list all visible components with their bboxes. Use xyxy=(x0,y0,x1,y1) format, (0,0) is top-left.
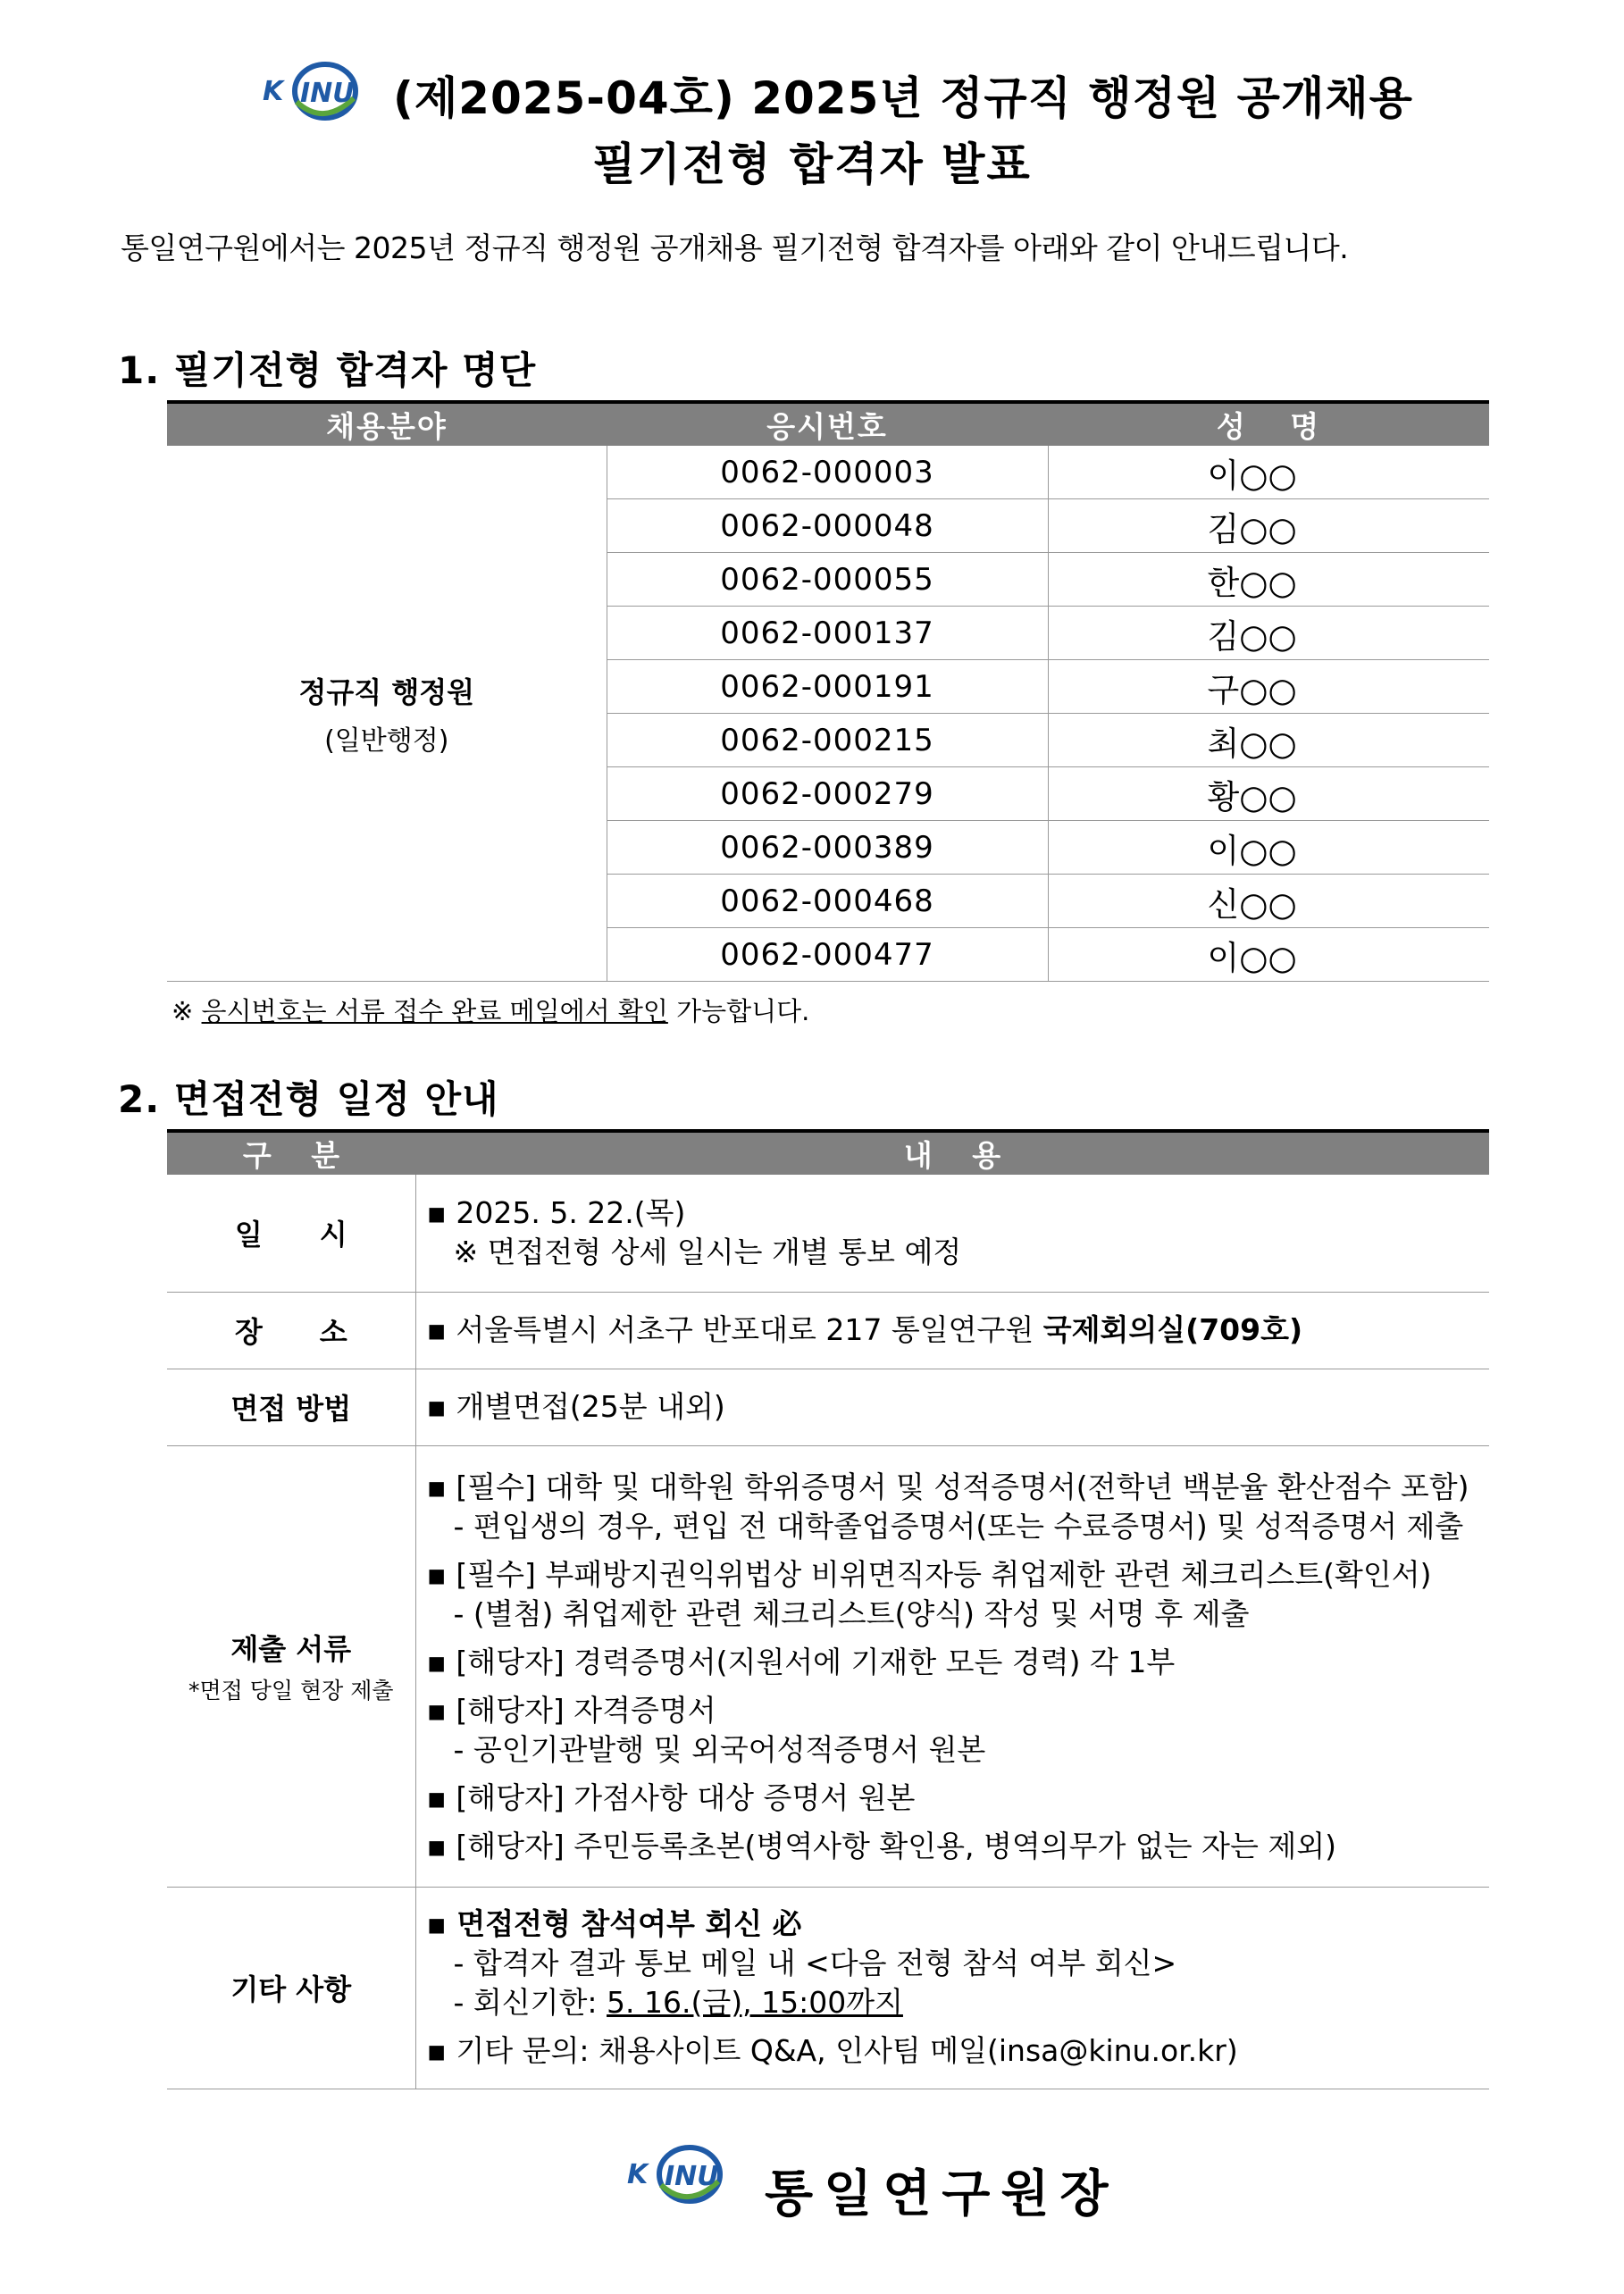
table-row-etc xyxy=(167,1887,1489,2089)
row-label-place: 장 소 xyxy=(167,1292,415,1369)
intro-text: 통일연구원에서는 2025년 정규직 행정원 공개채용 필기전형 합격자를 아래와 같이 안내드립니다. xyxy=(121,230,1349,265)
note-underlined-text: 응시번호는 서류 접수 완료 메일에서 확인 xyxy=(201,996,668,1026)
applicant-name: 이○○ xyxy=(1048,928,1489,982)
applicant-number: 0062-000055 xyxy=(607,553,1048,607)
interview-schedule-table xyxy=(167,1129,1489,2089)
applicant-number: 0062-000468 xyxy=(607,875,1048,928)
issuer-signature: 통일연구원장 xyxy=(765,2165,1119,2223)
row-content-etc xyxy=(415,1887,1489,2089)
document-item-detail: - (별첨) 취업제한 관련 체크리스트(양식) 작성 및 서명 후 제출 xyxy=(453,1596,1250,1631)
document-item: ▪ [필수] 대학 및 대학원 학위증명서 및 성적증명서(전학년 백분율 환산점수 포함) xyxy=(426,1469,1469,1504)
svg-text:INU: INU xyxy=(300,78,355,109)
document-title-line2: 필기전형 합격자 발표 xyxy=(592,138,1032,190)
applicant-number: 0062-000003 xyxy=(607,446,1048,499)
attendance-reply-required: ▪ 면접전형 참석여부 회신 必 xyxy=(426,1906,802,1941)
applicant-number-note xyxy=(172,992,809,1028)
document-item: ▪ [해당자] 자격증명서 xyxy=(426,1693,716,1728)
document-item: ▪ [해당자] 경력증명서(지원서에 기재한 모든 경력) 각 1부 xyxy=(426,1645,1176,1679)
column-header-content: 내 용 xyxy=(415,1131,1489,1175)
applicant-name: 김○○ xyxy=(1048,499,1489,553)
reply-deadline-prefix: - 회신기한: xyxy=(453,1985,607,2020)
applicant-name: 신○○ xyxy=(1048,875,1489,928)
place-address: ▪ 서울특별시 서초구 반포대로 217 통일연구원 xyxy=(426,1312,1043,1347)
table-row xyxy=(167,446,1489,499)
applicant-name: 황○○ xyxy=(1048,767,1489,821)
applicant-number: 0062-000279 xyxy=(607,767,1048,821)
attendance-reply-detail: - 합격자 결과 통보 메일 내 <다음 전형 참석 여부 회신> xyxy=(453,1946,1177,1980)
applicant-name: 구○○ xyxy=(1048,660,1489,714)
applicant-name: 이○○ xyxy=(1048,821,1489,875)
document-item-detail: - 편입생의 경우, 편입 전 대학졸업증명서(또는 수료증명서) 및 성적증명서 제출 xyxy=(453,1509,1464,1544)
table-header-row xyxy=(167,402,1489,446)
table-row-documents xyxy=(167,1445,1489,1887)
place-room: 국제회의실(709호) xyxy=(1042,1312,1303,1347)
table-header-row xyxy=(167,1131,1489,1175)
applicant-name: 이○○ xyxy=(1048,446,1489,499)
section1-title: 1. 필기전형 합격자 명단 xyxy=(118,348,537,392)
interview-date-note: ※ 면접전형 상세 일시는 개별 통보 예정 xyxy=(453,1235,962,1270)
column-header-field: 채용분야 xyxy=(167,402,607,446)
applicant-number: 0062-000215 xyxy=(607,714,1048,767)
documents-label: 제출 서류 xyxy=(230,1632,352,1666)
row-content-method xyxy=(415,1369,1489,1445)
reply-deadline xyxy=(427,1983,1490,2022)
interview-date: ▪ 2025. 5. 22.(목) xyxy=(426,1195,686,1231)
row-label-documents xyxy=(167,1445,415,1887)
note-prefix: ※ xyxy=(172,996,202,1026)
reply-deadline-date: 5. 16.(금), 15:00까지 xyxy=(607,1985,903,2020)
table-row-place xyxy=(167,1292,1489,1369)
recruit-field-sub: (일반행정) xyxy=(324,724,449,757)
interview-place xyxy=(427,1310,1490,1350)
passers-table xyxy=(167,400,1489,982)
applicant-number: 0062-000477 xyxy=(607,928,1048,982)
applicant-number: 0062-000191 xyxy=(607,660,1048,714)
table-row-date xyxy=(167,1175,1489,1292)
section2-title: 2. 면접전형 일정 안내 xyxy=(118,1077,499,1121)
document-title-line1: (제2025-04호) 2025년 정규직 행정원 공개채용 xyxy=(393,72,1413,124)
svg-text:K: K xyxy=(627,2159,649,2190)
row-content-date xyxy=(415,1175,1489,1292)
svg-text:K: K xyxy=(263,76,284,107)
contact-info: ▪ 기타 문의: 채용사이트 Q&A, 인사팀 메일(insa@kinu.or.kr) xyxy=(426,2033,1238,2068)
document-item: ▪ [해당자] 주민등록초본(병역사항 확인용, 병역의무가 없는 자는 제외) xyxy=(426,1829,1336,1863)
applicant-number: 0062-000137 xyxy=(607,607,1048,660)
column-header-category: 구 분 xyxy=(167,1131,415,1175)
kinu-footer-logo xyxy=(625,2142,731,2206)
interview-method: ▪ 개별면접(25분 내외) xyxy=(426,1389,725,1424)
applicant-number: 0062-000389 xyxy=(607,821,1048,875)
documents-sub-label: *면접 당일 현장 제출 xyxy=(188,1678,394,1704)
svg-text:INU: INU xyxy=(665,2161,719,2192)
column-header-name: 성 명 xyxy=(1048,402,1489,446)
applicant-number: 0062-000048 xyxy=(607,499,1048,553)
recruit-field-main: 정규직 행정원 xyxy=(298,674,475,709)
note-suffix: 가능합니다. xyxy=(667,996,810,1026)
applicant-name: 한○○ xyxy=(1048,553,1489,607)
kinu-logo xyxy=(261,59,366,123)
row-content-documents xyxy=(415,1445,1489,1887)
applicant-name: 최○○ xyxy=(1048,714,1489,767)
document-item-detail: - 공인기관발행 및 외국어성적증명서 원본 xyxy=(453,1732,986,1767)
applicant-name: 김○○ xyxy=(1048,607,1489,660)
table-row-method xyxy=(167,1369,1489,1445)
row-label-date: 일 시 xyxy=(167,1175,415,1292)
row-content-place xyxy=(415,1292,1489,1369)
document-item: ▪ [필수] 부패방지권익위법상 비위면직자등 취업제한 관련 체크리스트(확인서) xyxy=(426,1557,1432,1592)
document-item: ▪ [해당자] 가점사항 대상 증명서 원본 xyxy=(426,1780,916,1815)
recruit-field-cell xyxy=(167,446,607,982)
row-label-etc: 기타 사항 xyxy=(167,1887,415,2089)
column-header-number: 응시번호 xyxy=(607,402,1048,446)
row-label-method: 면접 방법 xyxy=(167,1369,415,1445)
